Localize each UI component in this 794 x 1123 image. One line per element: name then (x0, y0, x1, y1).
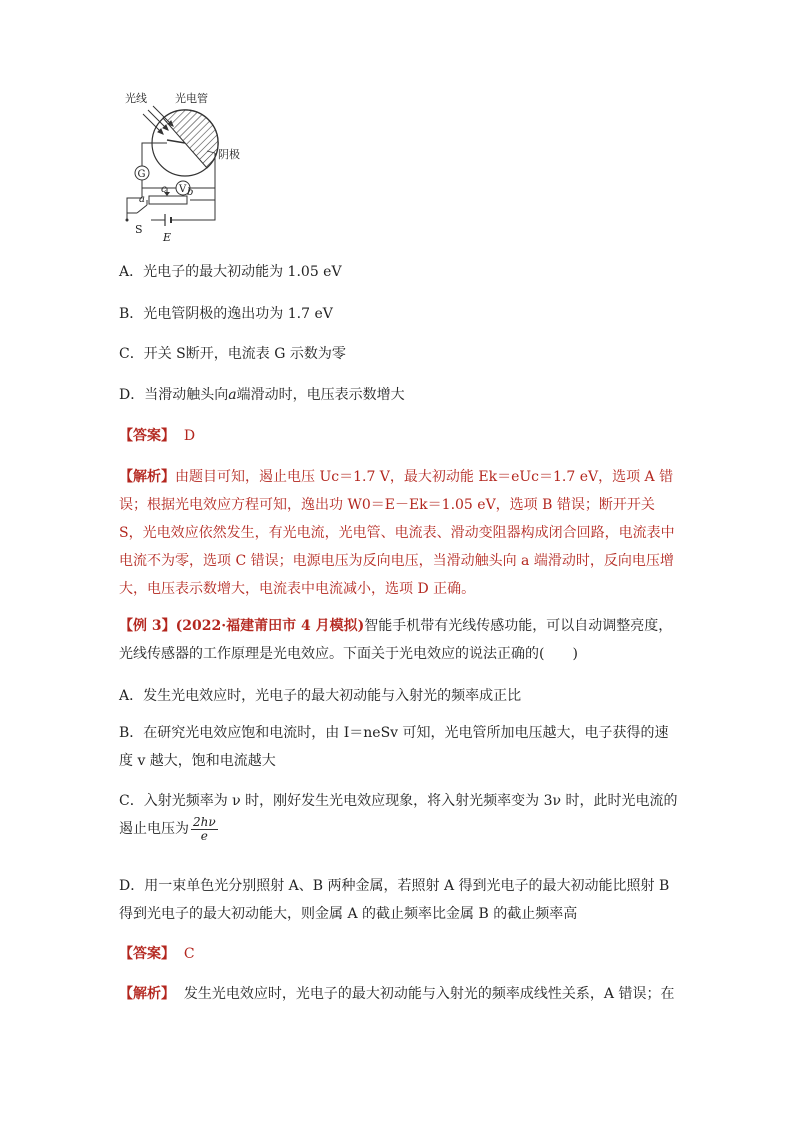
fraction-numerator: 2hν (193, 814, 216, 829)
fraction-2hv-over-e (191, 816, 218, 843)
prev-analysis-text: 由题目可知，遏止电压 Uc＝1.7 V，最大初动能 Ek＝eUc＝1.7 eV，选项 A 错误；根据光电效应方程可知，逸出功 W0＝E－Ek＝1.05 eV，选项 B 错误；断开开关 S，光电效应依然发生，有光电流，光电管、电流表、滑动变阻器构成闭合回路，电流表中电流不为零，选项 C 错误；电源电压为反向电压，当滑动触头向 a 端滑动时，反向电压增大，电压表示数增大，电流表中电流减小，选项 D 正确。 (119, 469, 675, 597)
fraction-denominator: e (200, 828, 208, 843)
label-light: 光线 (125, 92, 147, 105)
prev-option-d-var: a (228, 387, 237, 403)
example3-analysis-text: 发生光电效应时，光电子的最大初动能与入射光的频率成线性关系，A 错误；在 (183, 986, 675, 1002)
prev-option-b: B．光电管阴极的逸出功为 1.7 eV (119, 306, 333, 322)
example3-answer (119, 940, 679, 968)
label-tube: 光电管 (175, 92, 208, 105)
label-b: b (187, 187, 194, 198)
cathode-plate (163, 110, 218, 168)
prev-option-c: C．开关 S断开，电流表 G 示数为零 (119, 346, 346, 362)
label-cathode: 阴极 (218, 148, 240, 161)
prev-analysis (119, 463, 679, 603)
label-S: S (135, 223, 143, 236)
prev-answer (119, 422, 679, 450)
prev-option-d (119, 381, 679, 409)
example3-option-d: D．用一束单色光分别照射 A、B 两种金属，若照射 A 得到光电子的最大初动能比照射 B 得到光电子的最大初动能大，则金属 A 的截止频率比金属 B 的截止频率高 (119, 878, 670, 922)
example3-stem-text: 智能手机带有光线传感功能，可以自动调整亮度，光线传感器的工作原理是光电效应。下面关于光电效应的说法正确的( ) (119, 618, 673, 662)
label-a: a (139, 194, 145, 205)
example3-option-c-text: C．入射光频率为 ν 时，刚好发生光电效应现象，将入射光频率变为 3ν 时，此时光电流的遏止电压为 (119, 793, 678, 837)
example3-option-b: B．在研究光电效应饱和电流时，由 I＝neSv 可知，光电管所加电压越大，电子获得的速度 v 越大，饱和电流越大 (119, 725, 669, 769)
prev-option-a: A．光电子的最大初动能为 1.05 eV (119, 264, 342, 280)
label-V: V (179, 184, 187, 195)
prev-answer-label: 【答案】 (119, 428, 175, 444)
example3-option-c (119, 787, 679, 843)
label-c: c (161, 184, 167, 195)
example3-option-a: A．发生光电效应时，光电子的最大初动能与入射光的频率成正比 (119, 688, 522, 704)
example3-analysis-label: 【解析】 (119, 986, 175, 1002)
example3-label: 【例 3】 (119, 618, 176, 634)
prev-analysis-label: 【解析】 (119, 469, 175, 485)
photoelectric-circuit-diagram (115, 88, 285, 248)
prev-option-d-post: 端滑动时，电压表示数增大 (236, 387, 405, 403)
label-G: G (137, 169, 146, 180)
example3-answer-label: 【答案】 (119, 946, 175, 962)
example3-source: (2022·福建莆田市 4 月模拟) (175, 618, 365, 634)
example3-stem (119, 612, 679, 668)
prev-option-d-pre: D．当滑动触头向 (119, 387, 229, 403)
prev-answer-value: D (183, 428, 196, 444)
example3-analysis (119, 980, 679, 1008)
example3-answer-value: C (183, 946, 195, 962)
label-E: E (163, 231, 172, 244)
